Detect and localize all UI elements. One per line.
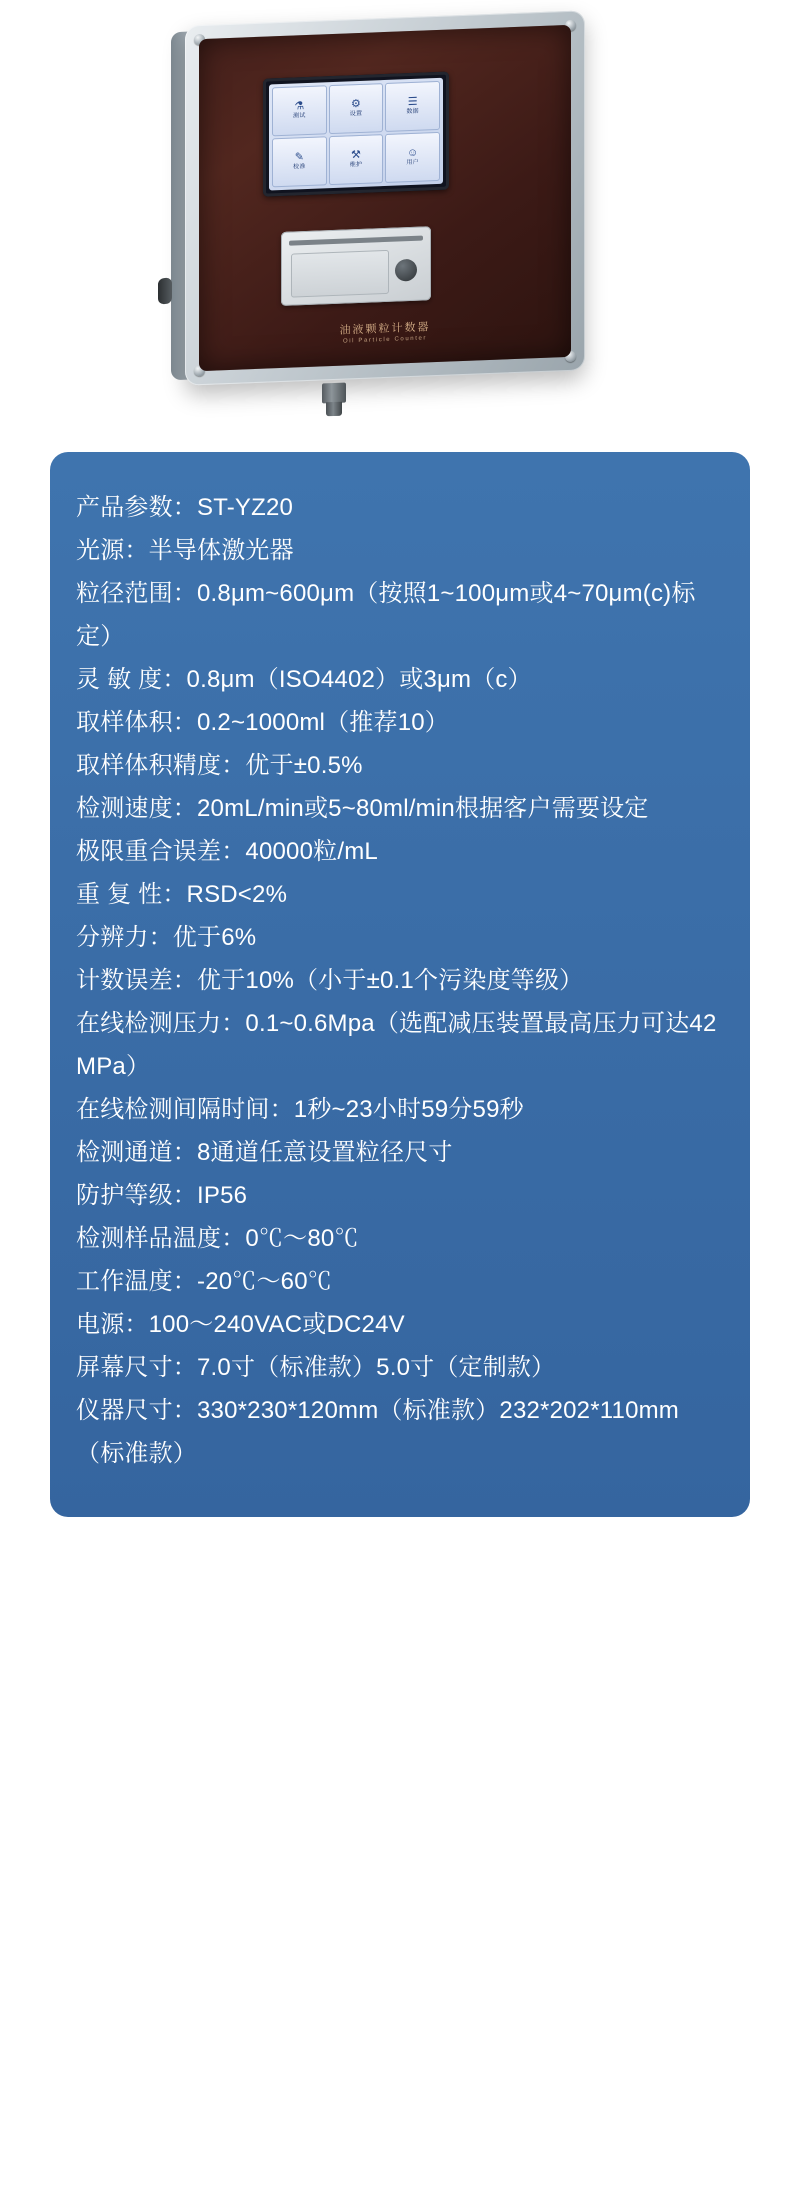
spec-line: 粒径范围：0.8μm~600μm（按照1~100μm或4~70μm(c)标定） xyxy=(76,580,696,650)
spec-line: 灵 敏 度：0.8μm（ISO4402）或3μm（c） xyxy=(76,666,532,693)
device-housing xyxy=(185,10,585,385)
screen-button-maintenance[interactable] xyxy=(329,134,384,185)
specification-panel xyxy=(50,452,750,1517)
screen-button-label: 测试 xyxy=(293,113,306,120)
brand-label xyxy=(199,313,571,350)
side-cable-gland xyxy=(158,278,172,305)
screen-button-settings[interactable] xyxy=(329,83,384,134)
spec-line: 电源：100～240VAC或DC24V xyxy=(76,1311,405,1338)
device-front-face xyxy=(199,25,571,371)
spec-line: 仪器尺寸：330*230*120mm（标准款）232*202*110mm（标准款） xyxy=(76,1397,680,1467)
screen-button-calibration[interactable] xyxy=(272,136,327,187)
spec-line: 取样体积：0.2~1000ml（推荐10） xyxy=(76,709,449,736)
spec-line: 计数误差：优于10%（小于±0.1个污染度等级） xyxy=(76,967,584,994)
spec-line: 产品参数：ST-YZ20 xyxy=(76,494,294,521)
printer-knob[interactable] xyxy=(395,259,417,282)
screen-button-label: 校准 xyxy=(293,164,306,171)
connector-tip xyxy=(326,402,342,417)
spec-line: 在线检测压力：0.1~0.6Mpa（选配减压装置最高压力可达42MPa） xyxy=(76,1010,717,1080)
spec-line: 重 复 性：RSD<2% xyxy=(76,881,288,908)
spec-line: 极限重合误差：40000粒/mL xyxy=(76,838,378,865)
printer-paper-slot xyxy=(289,236,423,246)
spec-line: 分辨力：优于6% xyxy=(76,924,257,951)
user-icon: ☺ xyxy=(407,146,419,160)
device-unit xyxy=(185,10,585,385)
screen-menu-grid xyxy=(269,78,443,191)
spec-line: 在线检测间隔时间：1秒~23小时59分59秒 xyxy=(76,1096,524,1123)
spec-line: 检测样品温度：0℃～80℃ xyxy=(76,1225,359,1252)
spec-line: 工作温度：-20℃～60℃ xyxy=(76,1268,332,1295)
flask-icon: ⚗ xyxy=(294,100,305,113)
device-touch-screen xyxy=(263,72,449,197)
printer-module xyxy=(281,226,431,306)
wrench-icon: ⚒ xyxy=(351,148,361,162)
list-icon: ☰ xyxy=(407,95,418,109)
spec-line: 屏幕尺寸：7.0寸（标准款）5.0寸（定制款） xyxy=(76,1354,556,1381)
brand-label-cn: 油液颗粒计数器 xyxy=(339,321,431,337)
brand-label-en: Oil Particle Counter xyxy=(342,335,428,345)
pencil-icon: ✎ xyxy=(294,151,304,164)
screen-button-label: 数据 xyxy=(406,108,419,116)
printer-door[interactable] xyxy=(291,250,389,298)
bottom-connector xyxy=(318,382,350,417)
screen-button-data[interactable] xyxy=(385,81,440,132)
screen-button-label: 维护 xyxy=(349,161,363,169)
screen-button-test[interactable] xyxy=(272,85,327,136)
spec-line: 检测通道：8通道任意设置粒径尺寸 xyxy=(76,1139,453,1166)
screen-button-user[interactable] xyxy=(385,132,440,183)
spec-line: 取样体积精度：优于±0.5% xyxy=(76,752,363,779)
screen-button-label: 设置 xyxy=(349,110,363,118)
spec-line: 防护等级：IP56 xyxy=(76,1182,248,1209)
gear-icon: ⚙ xyxy=(351,97,361,111)
screen-button-label: 用户 xyxy=(406,159,419,167)
connector-body xyxy=(322,383,346,404)
spec-line: 光源：半导体激光器 xyxy=(76,537,294,564)
spec-line: 检测速度：20mL/min或5~80ml/min根据客户需要设定 xyxy=(76,795,649,822)
